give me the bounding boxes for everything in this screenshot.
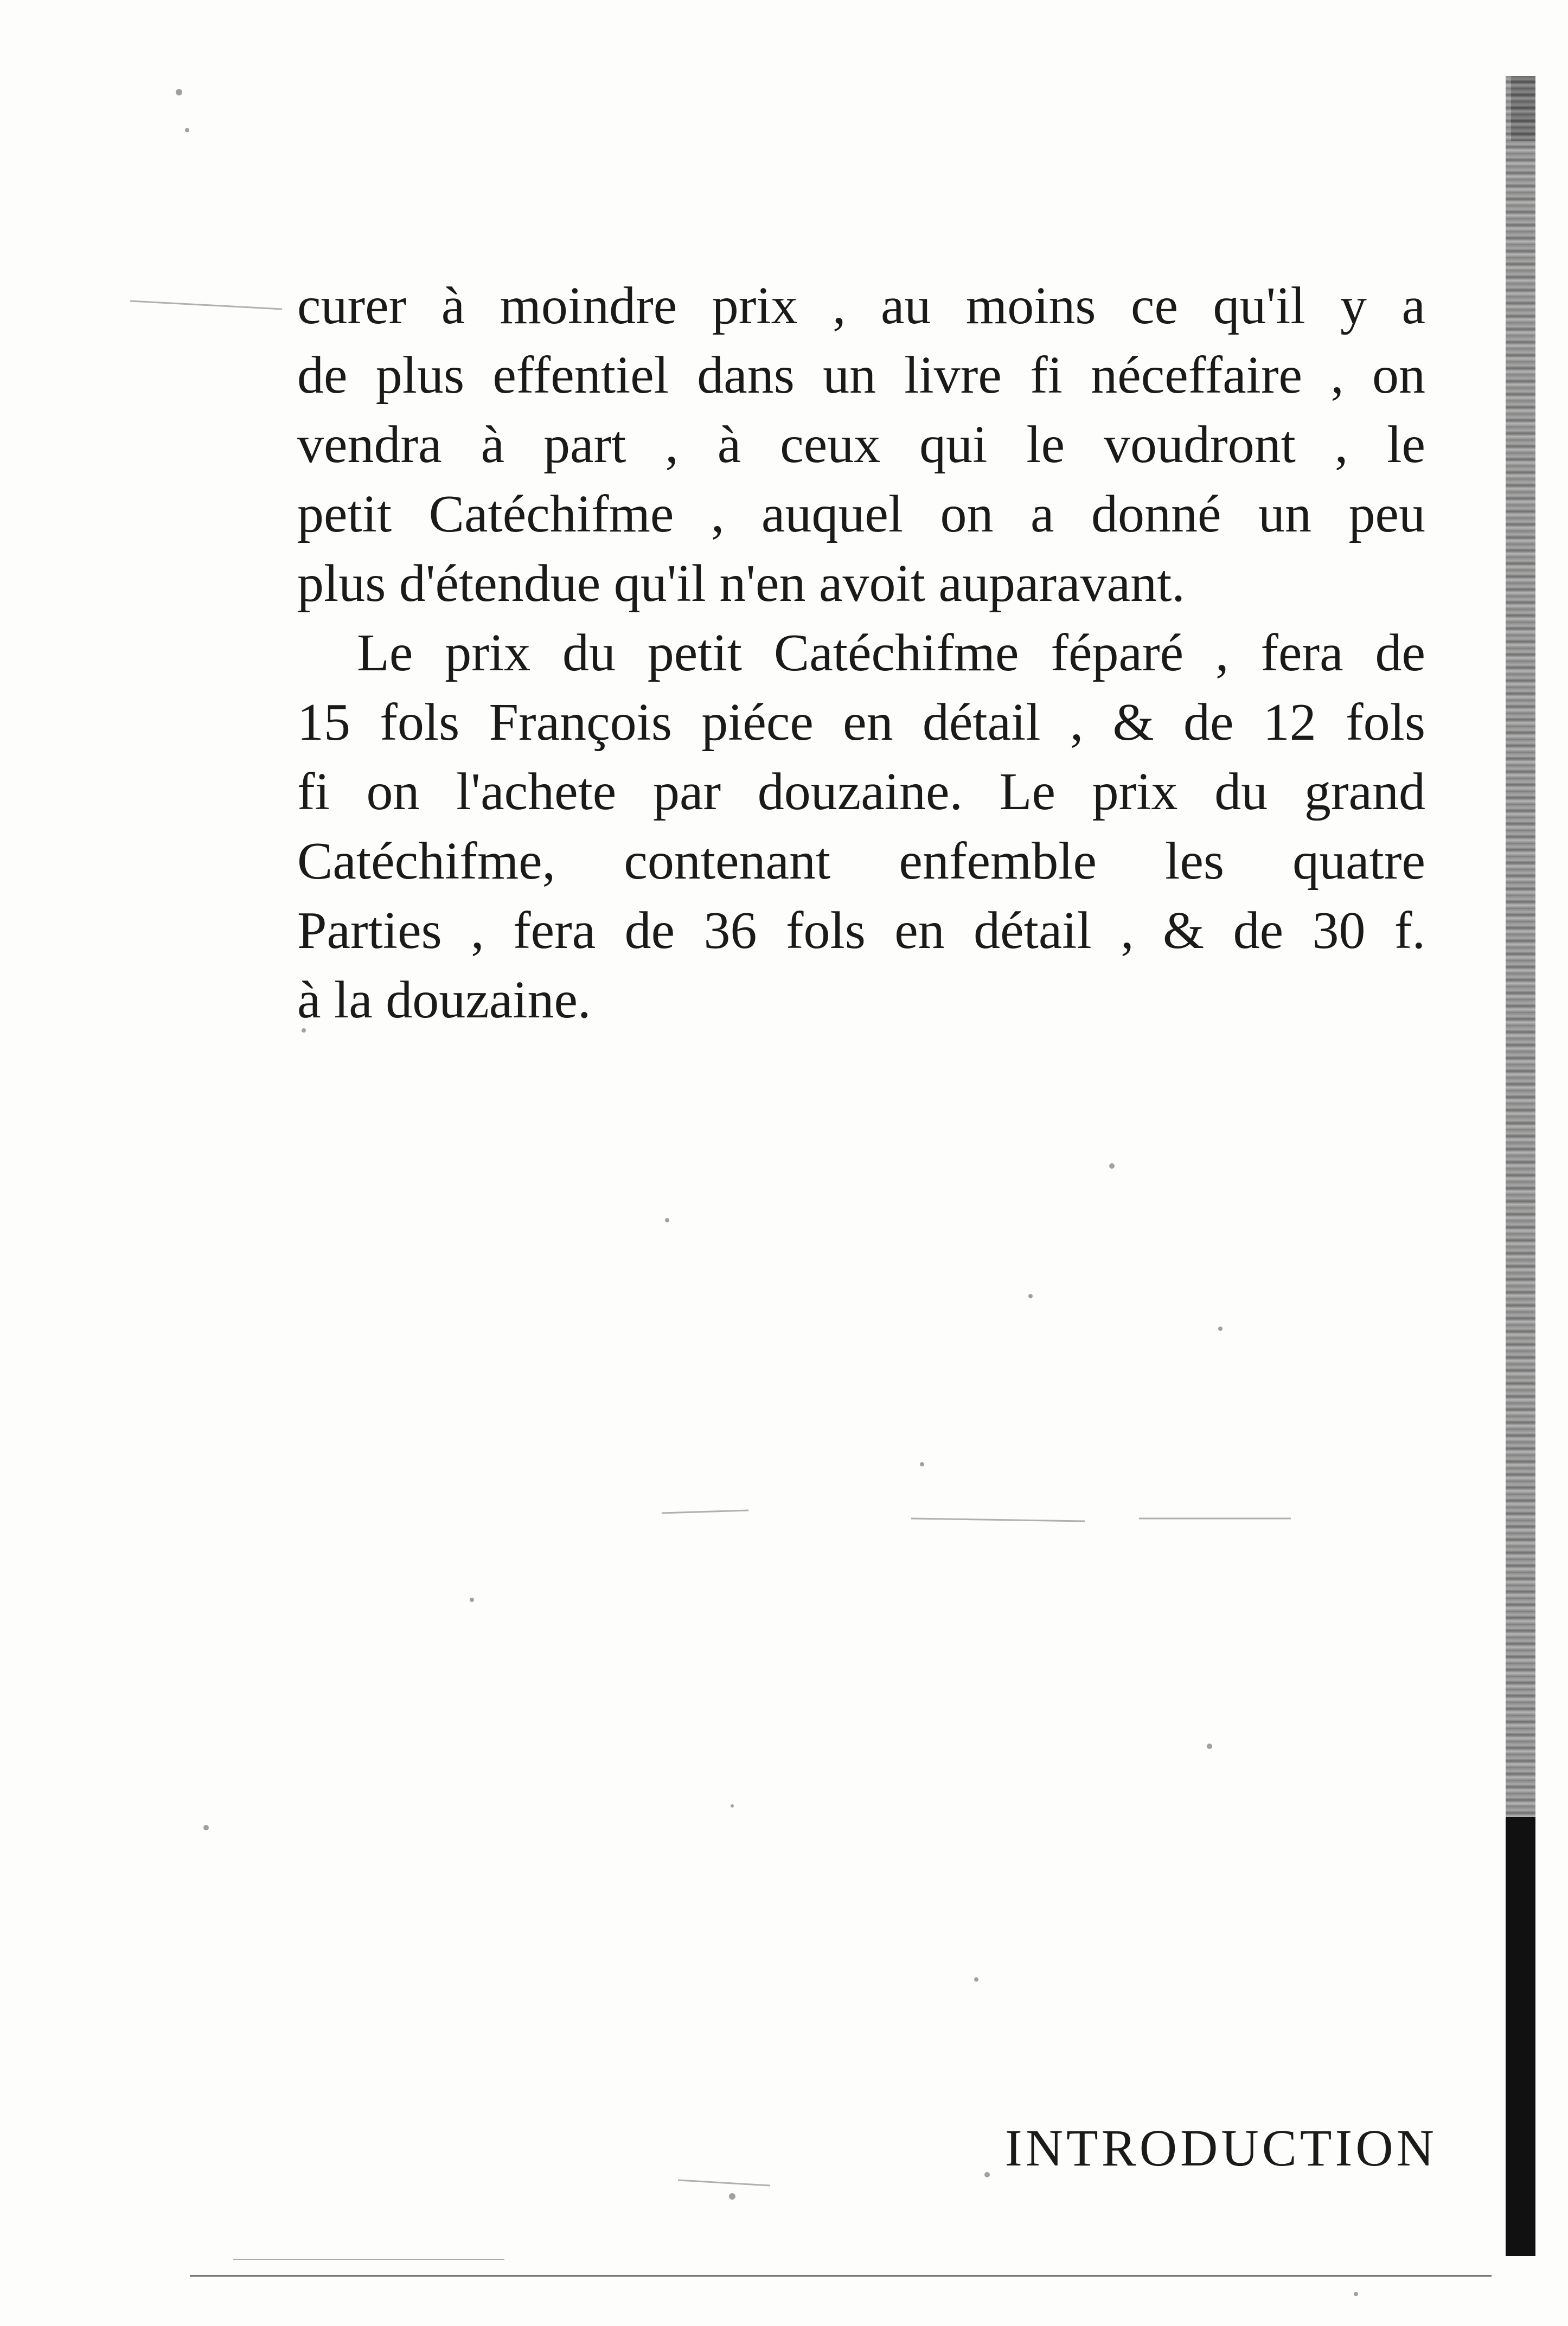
text-line: de plus effentiel dans un livre fi néceffaire , on [297,346,1425,405]
text-line: Catéchifme, contenant enfemble les quatre [297,832,1425,890]
text-line: fi on l'achete par douzaine. Le prix du grand [297,762,1425,821]
text-line: petit Catéchifme , auquel on a donné un peu [297,485,1425,543]
text-line: vendra à part , à ceux qui le voudront , le [297,415,1425,474]
text-line: 15 fols François piéce en détail , & de 12 fols [297,693,1425,752]
body-text [297,271,1425,1035]
text-line: curer à moindre prix , au moins ce qu'il y a [297,277,1425,335]
bottom-rule-short [233,2259,504,2260]
text-line: Parties , fera de 36 fols en détail , & de 30 f. [297,901,1425,960]
bottom-rule [190,2275,1492,2277]
catchword: INTRODUCTION [1004,2119,1437,2177]
text-line: à la douzaine. [297,971,591,1029]
text-line: plus d'étendue qu'il n'en avoit auparavant. [297,554,1185,613]
text-line: Le prix du petit Catéchifme féparé , fera de [357,624,1425,682]
